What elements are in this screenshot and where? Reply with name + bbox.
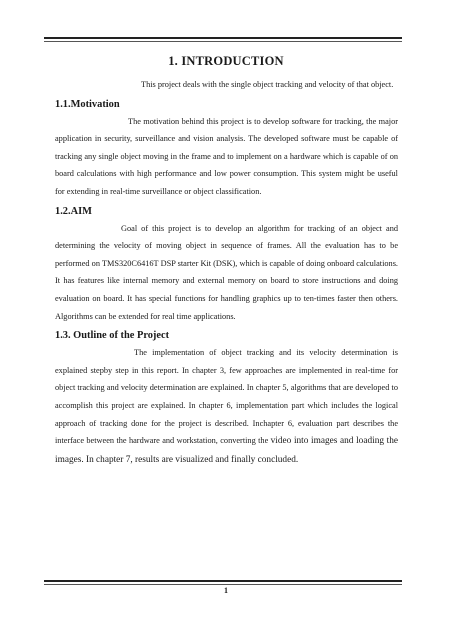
section-heading-aim: 1.2.AIM (55, 205, 92, 217)
footer-rule-thin (44, 584, 402, 585)
section-heading-outline: 1.3. Outline of the Project (55, 330, 170, 342)
body-content (55, 76, 398, 469)
outline-text-large: video into images and loading the images. In chapter 7, results are visualized and finally concluded. (55, 436, 398, 465)
motivation-paragraph: The motivation behind this project is to develop software for tracking, the major application in security, surveillance and vision analysis. The developed software must be capable of tracking any single object moving in the frame and to implement on a hardware which is capable of on board calculations with high performance and low power consumption. This system might be useful for extending in real-time surveillance or object classification. (55, 116, 398, 196)
outline-paragraph (55, 344, 398, 469)
outline-text: The implementation of object tracking and its velocity determination is explained stepby step in this report. In chapter 3, few approaches are implemented in real-time for object tracking and velocity determination are explained. In chapter 5, algorithms that are developed to accomplish this project are explained. In chapter 6, implementation part which includes the logical approach of tracking done for the project is described. Inchapter 6, evaluation part describes the interface between the hardware and workstation, converting the (55, 348, 398, 446)
chapter-title: 1. INTRODUCTION (168, 54, 284, 68)
section-heading-motivation: 1.1.Motivation (55, 98, 120, 110)
header-rule-thin (44, 41, 402, 42)
page-number: 1 (224, 586, 228, 595)
header-rule (44, 37, 402, 39)
aim-paragraph: Goal of this project is to develop an algorithm for tracking of an object and determining the velocity of moving object in sequence of frames. All the evaluation has to be performed on TMS320C6416T DSP starter Kit (DSK), which is capable of doing onboard calculations. It has features like internal memory and external memory on board to store instructions and doing evaluation on board. It has special functions for handling graphics up to ten-times faster then others. Algorithms can be extended for real time applications. (55, 223, 398, 321)
intro-paragraph: This project deals with the single object tracking and velocity of that object. (141, 80, 394, 89)
footer-rule (44, 580, 402, 582)
